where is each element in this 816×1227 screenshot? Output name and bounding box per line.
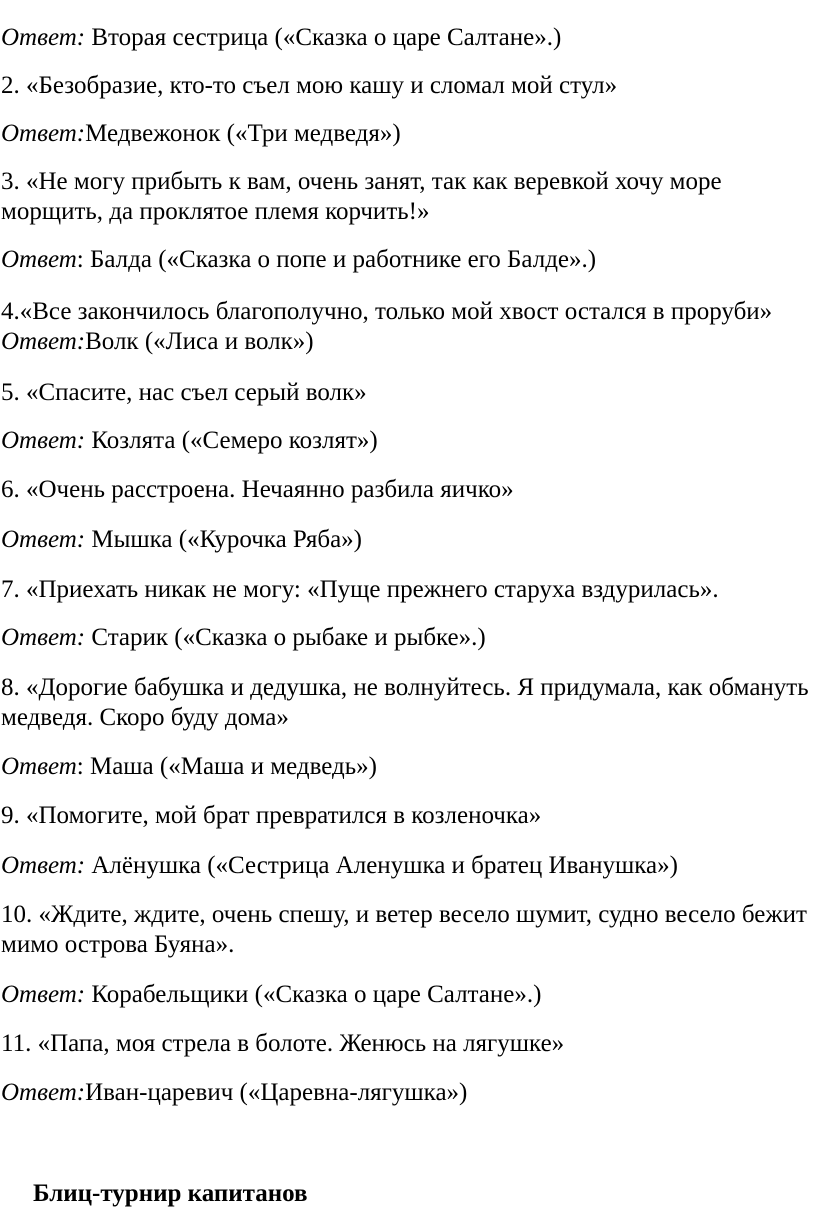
question-8: 8. «Дорогие бабушка и дедушка, не волнуйтесь. Я придумала, как обмануть медведя. Скоро буду дома»: [1, 674, 809, 731]
question-text: 4.«Все закончилось благополучно, только мой хвост остался в проруби»: [1, 298, 773, 325]
answer-label: Ответ:: [1, 427, 86, 454]
answer-label: Ответ: [1, 246, 77, 273]
answer-5: [1, 426, 813, 456]
answer-3: [1, 245, 813, 275]
answer-8: [1, 752, 813, 782]
answer-label: Ответ:: [1, 624, 86, 651]
question-6: 6. «Очень расстроена. Нечаянно разбила яичко»: [1, 476, 514, 503]
answer-2: [1, 119, 813, 149]
answer-text: Волк («Лиса и волк»): [85, 328, 314, 355]
answer-text: : Балда («Сказка о попе и работнике его Балде».): [76, 246, 597, 273]
answer-text: Медвежонок («Три медведя»): [85, 120, 401, 147]
answer-6: [1, 525, 813, 555]
answer-text: Алёнушка («Сестрица Аленушка и братец Иванушка»): [85, 852, 678, 879]
answer-11: [1, 1078, 813, 1108]
answer-10: [1, 980, 813, 1010]
answer-text: Старик («Сказка о рыбаке и рыбке».): [85, 624, 486, 651]
answer-label: Ответ:: [1, 981, 86, 1008]
answer-label: Ответ:: [1, 852, 86, 879]
answer-text: Корабельщики («Сказка о царе Салтане».): [85, 981, 542, 1008]
answer-label: Ответ: [1, 753, 77, 780]
answer-label: Ответ:: [1, 328, 86, 355]
question-4: [1, 297, 813, 357]
answer-1: [1, 23, 813, 53]
answer-text: Вторая сестрица («Сказка о царе Салтане».): [85, 24, 562, 51]
answer-label: Ответ:: [1, 1079, 86, 1106]
question-2: 2. «Безобразие, кто-то съел мою кашу и сломал мой стул»: [1, 72, 618, 99]
answer-label: Ответ:: [1, 24, 86, 51]
answer-text: : Маша («Маша и медведь»): [76, 753, 377, 780]
question-5: 5. «Спасите, нас съел серый волк»: [1, 379, 367, 406]
question-9: 9. «Помогите, мой брат превратился в козленочка»: [1, 802, 542, 829]
answer-text: Мышка («Курочка Ряба»): [85, 526, 363, 553]
question-10: 10. «Ждите, ждите, очень спешу, и ветер весело шумит, судно весело бежит мимо острова Буяна».: [1, 901, 807, 958]
answer-label: Ответ:: [1, 526, 86, 553]
answer-text: Козлята («Семеро козлят»): [85, 427, 378, 454]
answer-label: Ответ:: [1, 120, 86, 147]
answer-text: Иван-царевич («Царевна-лягушка»): [85, 1079, 468, 1106]
answer-9: [1, 851, 813, 881]
question-11: 11. «Папа, моя стрела в болоте. Женюсь на лягушке»: [1, 1030, 565, 1057]
section-heading: Блиц-турнир капитанов: [33, 1180, 308, 1207]
question-3: 3. «Не могу прибыть к вам, очень занят, так как веревкой хочу море морщить, да проклятое племя корчить!»: [1, 168, 722, 225]
question-7: 7. «Приехать никак не могу: «Пуще прежнего старуха вздурилась».: [1, 576, 719, 603]
answer-7: [1, 623, 813, 653]
